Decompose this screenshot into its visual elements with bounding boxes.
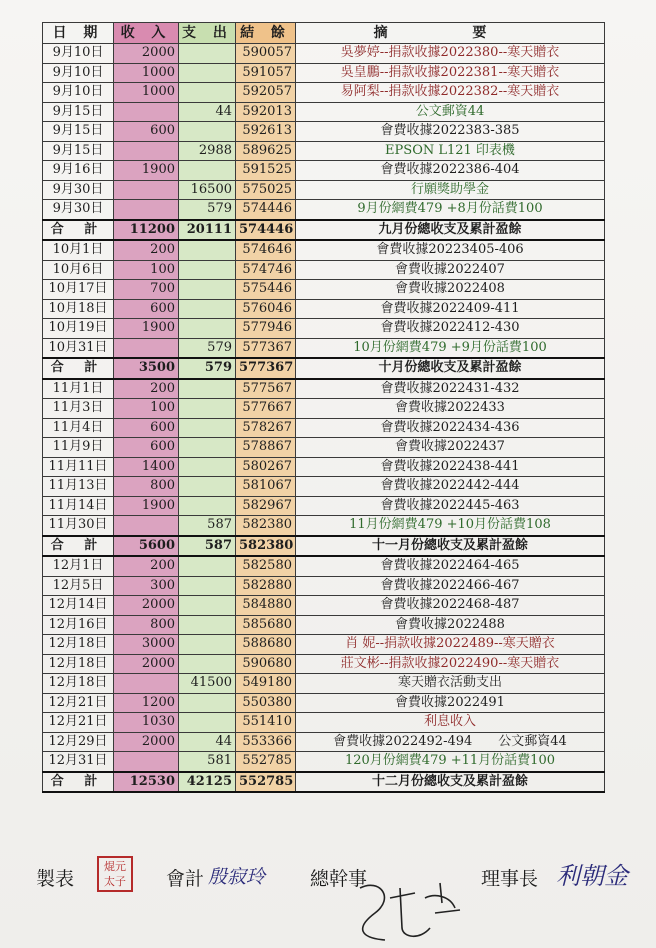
expense-cell bbox=[179, 379, 236, 399]
table-row bbox=[43, 615, 605, 635]
date-cell: 9月15日 bbox=[43, 122, 114, 142]
maker-stamp bbox=[97, 856, 133, 892]
expense-cell bbox=[179, 438, 236, 458]
table-row bbox=[43, 280, 605, 300]
income-cell: 1900 bbox=[114, 319, 179, 339]
date-cell: 合 計 bbox=[43, 220, 114, 241]
balance-cell: 577367 bbox=[236, 358, 296, 379]
table-row bbox=[43, 379, 605, 399]
balance-cell: 589625 bbox=[236, 141, 296, 161]
summary-cell: 會費收據2022433 bbox=[296, 399, 605, 419]
income-cell: 1000 bbox=[114, 63, 179, 83]
summary-cell: 會費收據2022466-467 bbox=[296, 576, 605, 596]
header-row bbox=[43, 23, 605, 44]
table-row bbox=[43, 260, 605, 280]
summary-cell: 公文郵資44 bbox=[296, 102, 605, 122]
summary-cell: 寒天贈衣活動支出 bbox=[296, 674, 605, 694]
summary-cell: 會費收據2022488 bbox=[296, 615, 605, 635]
balance-cell: 574446 bbox=[236, 220, 296, 241]
income-cell bbox=[114, 516, 179, 536]
date-cell: 9月30日 bbox=[43, 180, 114, 200]
table-row bbox=[43, 418, 605, 438]
date-cell: 9月10日 bbox=[43, 83, 114, 103]
total-row bbox=[43, 220, 605, 241]
header-income: 收 入 bbox=[114, 23, 179, 44]
summary-cell: 會費收據2022445-463 bbox=[296, 496, 605, 516]
expense-cell bbox=[179, 83, 236, 103]
date-cell: 12月18日 bbox=[43, 674, 114, 694]
income-cell: 1900 bbox=[114, 161, 179, 181]
summary-cell: 會費收據2022386-404 bbox=[296, 161, 605, 181]
date-cell: 12月5日 bbox=[43, 576, 114, 596]
balance-cell: 590680 bbox=[236, 654, 296, 674]
income-cell: 1900 bbox=[114, 496, 179, 516]
table-row bbox=[43, 674, 605, 694]
date-cell: 11月3日 bbox=[43, 399, 114, 419]
expense-cell: 581 bbox=[179, 752, 236, 772]
balance-cell: 574446 bbox=[236, 200, 296, 220]
income-cell: 600 bbox=[114, 418, 179, 438]
secretary-label: 總幹事 bbox=[310, 868, 368, 890]
income-cell bbox=[114, 674, 179, 694]
summary-cell: 行願獎助學金 bbox=[296, 180, 605, 200]
summary-cell: 會費收據2022383-385 bbox=[296, 122, 605, 142]
expense-cell: 579 bbox=[179, 338, 236, 358]
total-row bbox=[43, 358, 605, 379]
expense-cell: 16500 bbox=[179, 180, 236, 200]
expense-cell bbox=[179, 496, 236, 516]
secretary-signature bbox=[340, 868, 470, 948]
date-cell: 9月16日 bbox=[43, 161, 114, 181]
expense-cell: 579 bbox=[179, 358, 236, 379]
date-cell: 10月19日 bbox=[43, 319, 114, 339]
date-cell: 合 計 bbox=[43, 536, 114, 557]
table-row bbox=[43, 596, 605, 616]
expense-cell bbox=[179, 122, 236, 142]
expense-cell bbox=[179, 240, 236, 260]
income-cell: 2000 bbox=[114, 44, 179, 64]
balance-cell: 553366 bbox=[236, 732, 296, 752]
balance-cell: 582967 bbox=[236, 496, 296, 516]
table-row bbox=[43, 496, 605, 516]
date-cell: 11月1日 bbox=[43, 379, 114, 399]
date-cell: 11月13日 bbox=[43, 477, 114, 497]
date-cell: 11月9日 bbox=[43, 438, 114, 458]
date-cell: 12月31日 bbox=[43, 752, 114, 772]
balance-cell: 591057 bbox=[236, 63, 296, 83]
summary-cell: 11月份網費479 +10月份話費108 bbox=[296, 516, 605, 536]
chairman-label: 理事長 bbox=[481, 868, 539, 890]
expense-cell bbox=[179, 457, 236, 477]
expense-cell bbox=[179, 713, 236, 733]
table-row bbox=[43, 44, 605, 64]
date-cell: 10月1日 bbox=[43, 240, 114, 260]
summary-cell: 利息收入 bbox=[296, 713, 605, 733]
income-cell: 200 bbox=[114, 240, 179, 260]
balance-cell: 551410 bbox=[236, 713, 296, 733]
total-row bbox=[43, 772, 605, 793]
income-cell: 700 bbox=[114, 280, 179, 300]
balance-cell: 582380 bbox=[236, 516, 296, 536]
date-cell: 9月15日 bbox=[43, 102, 114, 122]
balance-cell: 580267 bbox=[236, 457, 296, 477]
balance-cell: 578867 bbox=[236, 438, 296, 458]
expense-cell bbox=[179, 299, 236, 319]
table-row bbox=[43, 654, 605, 674]
summary-cell: 會費收據2022434-436 bbox=[296, 418, 605, 438]
table-row bbox=[43, 477, 605, 497]
income-cell: 2000 bbox=[114, 654, 179, 674]
date-cell: 10月31日 bbox=[43, 338, 114, 358]
table-row bbox=[43, 635, 605, 655]
summary-cell: 120月份網費479 +11月份話費100 bbox=[296, 752, 605, 772]
income-cell: 2000 bbox=[114, 596, 179, 616]
date-cell: 合 計 bbox=[43, 772, 114, 793]
income-cell bbox=[114, 180, 179, 200]
income-cell: 800 bbox=[114, 615, 179, 635]
date-cell: 11月30日 bbox=[43, 516, 114, 536]
date-cell: 9月10日 bbox=[43, 44, 114, 64]
income-cell: 1000 bbox=[114, 83, 179, 103]
balance-cell: 574746 bbox=[236, 260, 296, 280]
date-cell: 9月10日 bbox=[43, 63, 114, 83]
date-cell: 11月4日 bbox=[43, 418, 114, 438]
table-row bbox=[43, 141, 605, 161]
accountant-signature: 殷寂玲 bbox=[208, 866, 266, 888]
expense-cell bbox=[179, 319, 236, 339]
date-cell: 11月14日 bbox=[43, 496, 114, 516]
income-cell: 100 bbox=[114, 399, 179, 419]
summary-cell: 莊文彬--捐款收據2022490--寒天贈衣 bbox=[296, 654, 605, 674]
ledger-table bbox=[42, 22, 605, 793]
table-row bbox=[43, 576, 605, 596]
income-cell: 100 bbox=[114, 260, 179, 280]
summary-cell: 會費收據2022407 bbox=[296, 260, 605, 280]
expense-cell bbox=[179, 576, 236, 596]
balance-cell: 552785 bbox=[236, 772, 296, 793]
summary-cell: 會費收據2022491 bbox=[296, 693, 605, 713]
expense-cell bbox=[179, 399, 236, 419]
date-cell: 12月16日 bbox=[43, 615, 114, 635]
balance-cell: 577367 bbox=[236, 338, 296, 358]
summary-cell: 會費收據2022408 bbox=[296, 280, 605, 300]
summary-cell: 吳皇鵬--捐款收據2022381--寒天贈衣 bbox=[296, 63, 605, 83]
expense-cell: 579 bbox=[179, 200, 236, 220]
expense-cell: 44 bbox=[179, 732, 236, 752]
income-cell: 1400 bbox=[114, 457, 179, 477]
summary-cell: 會費收據20223405-406 bbox=[296, 240, 605, 260]
summary-cell: 會費收據2022438-441 bbox=[296, 457, 605, 477]
table-row bbox=[43, 693, 605, 713]
balance-cell: 588680 bbox=[236, 635, 296, 655]
income-cell: 1200 bbox=[114, 693, 179, 713]
table-row bbox=[43, 732, 605, 752]
summary-cell: 會費收據2022409-411 bbox=[296, 299, 605, 319]
balance-cell: 576046 bbox=[236, 299, 296, 319]
summary-cell: 9月份網費479 +8月份話費100 bbox=[296, 200, 605, 220]
summary-cell: 十二月份總收支及累計盈餘 bbox=[296, 772, 605, 793]
income-cell bbox=[114, 338, 179, 358]
summary-cell: 會費收據2022492-494 公文郵資44 bbox=[296, 732, 605, 752]
signature-footer bbox=[0, 850, 656, 948]
balance-cell: 574646 bbox=[236, 240, 296, 260]
date-cell: 12月21日 bbox=[43, 713, 114, 733]
balance-cell: 590057 bbox=[236, 44, 296, 64]
balance-cell: 550380 bbox=[236, 693, 296, 713]
balance-cell: 575025 bbox=[236, 180, 296, 200]
balance-cell: 592613 bbox=[236, 122, 296, 142]
date-cell: 12月29日 bbox=[43, 732, 114, 752]
expense-cell bbox=[179, 260, 236, 280]
summary-cell: 會費收據2022468-487 bbox=[296, 596, 605, 616]
balance-cell: 582880 bbox=[236, 576, 296, 596]
header-date: 日 期 bbox=[43, 23, 114, 44]
table-row bbox=[43, 438, 605, 458]
table-row bbox=[43, 556, 605, 576]
expense-cell bbox=[179, 44, 236, 64]
expense-cell bbox=[179, 556, 236, 576]
table-row bbox=[43, 319, 605, 339]
income-cell bbox=[114, 200, 179, 220]
balance-cell: 577667 bbox=[236, 399, 296, 419]
expense-cell bbox=[179, 161, 236, 181]
income-cell: 600 bbox=[114, 122, 179, 142]
income-cell: 1030 bbox=[114, 713, 179, 733]
summary-cell: 易阿梨--捐款收據2022382--寒天贈衣 bbox=[296, 83, 605, 103]
balance-cell: 577946 bbox=[236, 319, 296, 339]
table-row bbox=[43, 122, 605, 142]
table-row bbox=[43, 752, 605, 772]
summary-cell: 會費收據2022431-432 bbox=[296, 379, 605, 399]
balance-cell: 582380 bbox=[236, 536, 296, 557]
table-row bbox=[43, 299, 605, 319]
balance-cell: 592057 bbox=[236, 83, 296, 103]
expense-cell: 587 bbox=[179, 536, 236, 557]
balance-cell: 592013 bbox=[236, 102, 296, 122]
summary-cell: 會費收據2022442-444 bbox=[296, 477, 605, 497]
expense-cell: 587 bbox=[179, 516, 236, 536]
expense-cell bbox=[179, 280, 236, 300]
stamp-text: 焜元太子 bbox=[104, 860, 126, 888]
date-cell: 12月14日 bbox=[43, 596, 114, 616]
summary-cell: 10月份網費479 +9月份話費100 bbox=[296, 338, 605, 358]
income-cell: 600 bbox=[114, 438, 179, 458]
header-expense: 支 出 bbox=[179, 23, 236, 44]
balance-cell: 585680 bbox=[236, 615, 296, 635]
income-cell: 300 bbox=[114, 576, 179, 596]
expense-cell bbox=[179, 635, 236, 655]
summary-cell: 十月份總收支及累計盈餘 bbox=[296, 358, 605, 379]
date-cell: 合 計 bbox=[43, 358, 114, 379]
balance-cell: 581067 bbox=[236, 477, 296, 497]
balance-cell: 582580 bbox=[236, 556, 296, 576]
summary-cell: 吳夢婷--捐款收據2022380--寒天贈衣 bbox=[296, 44, 605, 64]
date-cell: 11月11日 bbox=[43, 457, 114, 477]
income-cell bbox=[114, 102, 179, 122]
expense-cell: 42125 bbox=[179, 772, 236, 793]
table-row bbox=[43, 516, 605, 536]
balance-cell: 575446 bbox=[236, 280, 296, 300]
table-row bbox=[43, 63, 605, 83]
income-cell: 600 bbox=[114, 299, 179, 319]
expense-cell bbox=[179, 654, 236, 674]
expense-cell: 2988 bbox=[179, 141, 236, 161]
table-row bbox=[43, 161, 605, 181]
balance-cell: 591525 bbox=[236, 161, 296, 181]
summary-cell: 會費收據2022412-430 bbox=[296, 319, 605, 339]
date-cell: 10月18日 bbox=[43, 299, 114, 319]
summary-cell: 九月份總收支及累計盈餘 bbox=[296, 220, 605, 241]
table-row bbox=[43, 399, 605, 419]
chairman-signature: 利朝金 bbox=[556, 862, 628, 890]
header-summary: 摘 要 bbox=[296, 23, 605, 44]
table-row bbox=[43, 713, 605, 733]
table-row bbox=[43, 240, 605, 260]
income-cell: 3500 bbox=[114, 358, 179, 379]
maker-label: 製表 bbox=[36, 868, 75, 890]
balance-cell: 549180 bbox=[236, 674, 296, 694]
ledger-body bbox=[43, 44, 605, 793]
table-row bbox=[43, 457, 605, 477]
income-cell: 200 bbox=[114, 379, 179, 399]
income-cell: 11200 bbox=[114, 220, 179, 241]
date-cell: 12月21日 bbox=[43, 693, 114, 713]
expense-cell bbox=[179, 693, 236, 713]
expense-cell: 44 bbox=[179, 102, 236, 122]
balance-cell: 584880 bbox=[236, 596, 296, 616]
income-cell: 200 bbox=[114, 556, 179, 576]
date-cell: 12月1日 bbox=[43, 556, 114, 576]
summary-cell: 會費收據2022437 bbox=[296, 438, 605, 458]
summary-cell: 肖 妮--捐款收據2022489--寒天贈衣 bbox=[296, 635, 605, 655]
date-cell: 9月30日 bbox=[43, 200, 114, 220]
income-cell: 800 bbox=[114, 477, 179, 497]
expense-cell: 41500 bbox=[179, 674, 236, 694]
income-cell: 12530 bbox=[114, 772, 179, 793]
income-cell: 2000 bbox=[114, 732, 179, 752]
date-cell: 12月18日 bbox=[43, 635, 114, 655]
date-cell: 10月6日 bbox=[43, 260, 114, 280]
total-row bbox=[43, 536, 605, 557]
expense-cell bbox=[179, 596, 236, 616]
table-row bbox=[43, 102, 605, 122]
summary-cell: 十一月份總收支及累計盈餘 bbox=[296, 536, 605, 557]
expense-cell bbox=[179, 418, 236, 438]
table-row bbox=[43, 83, 605, 103]
balance-cell: 552785 bbox=[236, 752, 296, 772]
balance-cell: 577567 bbox=[236, 379, 296, 399]
date-cell: 10月17日 bbox=[43, 280, 114, 300]
header-balance: 結 餘 bbox=[236, 23, 296, 44]
date-cell: 12月18日 bbox=[43, 654, 114, 674]
income-cell: 5600 bbox=[114, 536, 179, 557]
income-cell bbox=[114, 752, 179, 772]
accountant-label: 會計 bbox=[166, 868, 205, 890]
income-cell: 3000 bbox=[114, 635, 179, 655]
expense-cell bbox=[179, 63, 236, 83]
balance-cell: 578267 bbox=[236, 418, 296, 438]
table-row bbox=[43, 200, 605, 220]
date-cell: 9月15日 bbox=[43, 141, 114, 161]
table-row bbox=[43, 338, 605, 358]
table-row bbox=[43, 180, 605, 200]
summary-cell: 會費收據2022464-465 bbox=[296, 556, 605, 576]
expense-cell bbox=[179, 615, 236, 635]
income-cell bbox=[114, 141, 179, 161]
expense-cell bbox=[179, 477, 236, 497]
expense-cell: 20111 bbox=[179, 220, 236, 241]
summary-cell: EPSON L121 印表機 bbox=[296, 141, 605, 161]
